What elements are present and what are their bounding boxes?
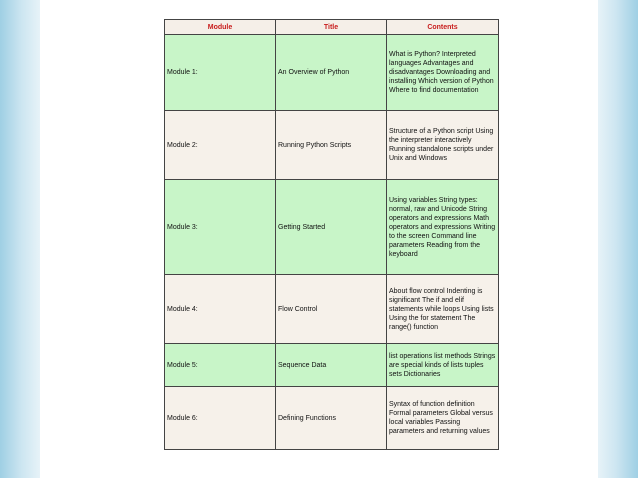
table-row <box>165 344 499 387</box>
table-header-row <box>165 20 499 35</box>
header-title: Title <box>276 20 387 35</box>
title-cell: Defining Functions <box>276 387 387 450</box>
table-row <box>165 35 499 111</box>
module-cell: Module 2: <box>165 111 276 180</box>
table-row <box>165 180 499 275</box>
title-cell: Flow Control <box>276 275 387 344</box>
contents-cell: Syntax of function definition Formal parameters Global versus local variables Passing parameters and returning values <box>387 387 499 450</box>
title-cell: Running Python Scripts <box>276 111 387 180</box>
contents-cell: list operations list methods Strings are special kinds of lists tuples sets Dictionaries <box>387 344 499 387</box>
title-cell: Sequence Data <box>276 344 387 387</box>
module-cell: Module 6: <box>165 387 276 450</box>
module-cell: Module 4: <box>165 275 276 344</box>
contents-cell: Structure of a Python script Using the interpreter interactively Running standalone scripts under Unix and Windows <box>387 111 499 180</box>
table-row <box>165 387 499 450</box>
module-cell: Module 1: <box>165 35 276 111</box>
title-cell: Getting Started <box>276 180 387 275</box>
module-cell: Module 5: <box>165 344 276 387</box>
table-row <box>165 275 499 344</box>
contents-cell: About flow control Indenting is significant The if and elif statements while loops Using lists Using the for statement The range() function <box>387 275 499 344</box>
header-contents: Contents <box>387 20 499 35</box>
contents-cell: Using variables String types: normal, raw and Unicode String operators and expressions Math operators and expressions Writing to the screen Command line parameters Reading from the keyboard <box>387 180 499 275</box>
contents-cell: What is Python? Interpreted languages Advantages and disadvantages Downloading and installing Which version of Python Where to find documentation <box>387 35 499 111</box>
course-modules-table <box>164 19 499 450</box>
table-row <box>165 111 499 180</box>
module-cell: Module 3: <box>165 180 276 275</box>
header-module: Module <box>165 20 276 35</box>
title-cell: An Overview of Python <box>276 35 387 111</box>
